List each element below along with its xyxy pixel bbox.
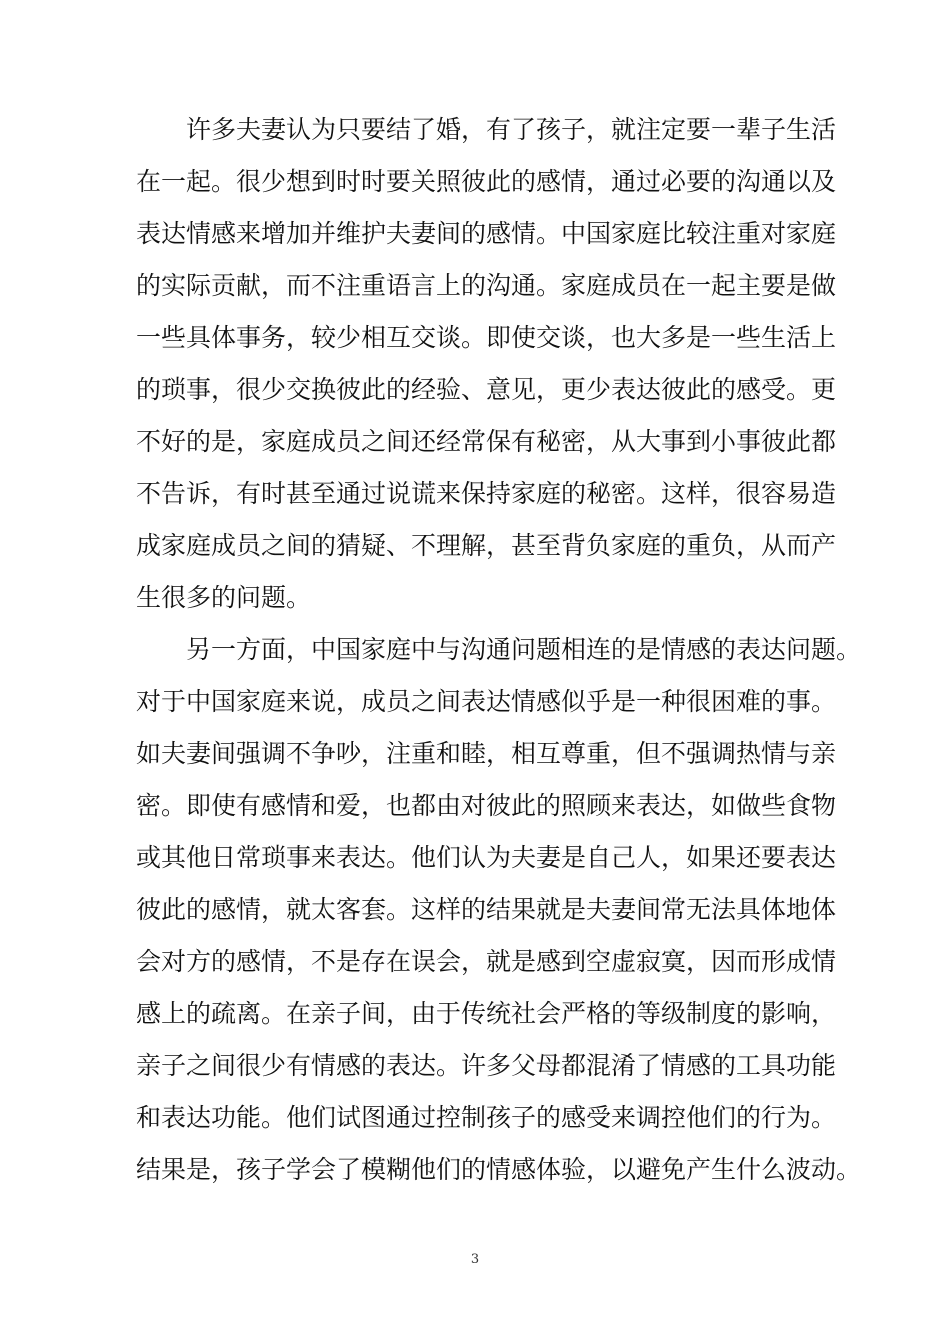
paragraph-2-line-4: 密。即使有感情和爱，也都由对彼此的照顾来表达，如做些食物 bbox=[136, 791, 837, 820]
paragraph-1-line-1: 许多夫妻认为只要结了婚，有了孩子，就注定要一辈子生活 bbox=[186, 115, 837, 144]
paragraph-1-line-7: 不好的是，家庭成员之间还经常保有秘密，从大事到小事彼此都 bbox=[136, 427, 837, 456]
paragraph-1-line-4: 的实际贡献，而不注重语言上的沟通。家庭成员在一起主要是做 bbox=[136, 271, 837, 300]
paragraph-1-line-5: 一些具体事务，较少相互交谈。即使交谈，也大多是一些生活上 bbox=[136, 323, 837, 352]
page-number: 3 bbox=[470, 1252, 480, 1267]
paragraph-1-line-9: 成家庭成员之间的猜疑、不理解，甚至背负家庭的重负，从而产 bbox=[136, 531, 837, 560]
paragraph-2-line-1: 另一方面，中国家庭中与沟通问题相连的是情感的表达问题。 bbox=[186, 635, 862, 664]
paragraph-1-line-6: 的琐事，很少交换彼此的经验、意见，更少表达彼此的感受。更 bbox=[136, 375, 837, 404]
paragraph-2-line-11: 结果是，孩子学会了模糊他们的情感体验，以避免产生什么波动。 bbox=[136, 1155, 862, 1184]
paragraph-2-line-8: 感上的疏离。在亲子间，由于传统社会严格的等级制度的影响， bbox=[136, 999, 837, 1028]
paragraph-2-line-9: 亲子之间很少有情感的表达。许多父母都混淆了情感的工具功能 bbox=[136, 1051, 837, 1080]
paragraph-2-line-6: 彼此的感情，就太客套。这样的结果就是夫妻间常无法具体地体 bbox=[136, 895, 837, 924]
paragraph-1-line-10: 生很多的问题。 bbox=[136, 583, 312, 612]
paragraph-1-line-3: 表达情感来增加并维护夫妻间的感情。中国家庭比较注重对家庭 bbox=[136, 219, 837, 248]
paragraph-1-line-8: 不告诉，有时甚至通过说谎来保持家庭的秘密。这样，很容易造 bbox=[136, 479, 837, 508]
paragraph-2-line-2: 对于中国家庭来说，成员之间表达情感似乎是一种很困难的事。 bbox=[136, 687, 837, 716]
paragraph-2-line-5: 或其他日常琐事来表达。他们认为夫妻是自己人，如果还要表达 bbox=[136, 843, 837, 872]
paragraph-2-line-3: 如夫妻间强调不争吵，注重和睦，相互尊重，但不强调热情与亲 bbox=[136, 739, 837, 768]
paragraph-1-line-2: 在一起。很少想到时时要关照彼此的感情，通过必要的沟通以及 bbox=[136, 167, 837, 196]
paragraph-2-line-10: 和表达功能。他们试图通过控制孩子的感受来调控他们的行为。 bbox=[136, 1103, 837, 1132]
paragraph-2-line-7: 会对方的感情，不是存在误会，就是感到空虚寂寞，因而形成情 bbox=[136, 947, 837, 976]
